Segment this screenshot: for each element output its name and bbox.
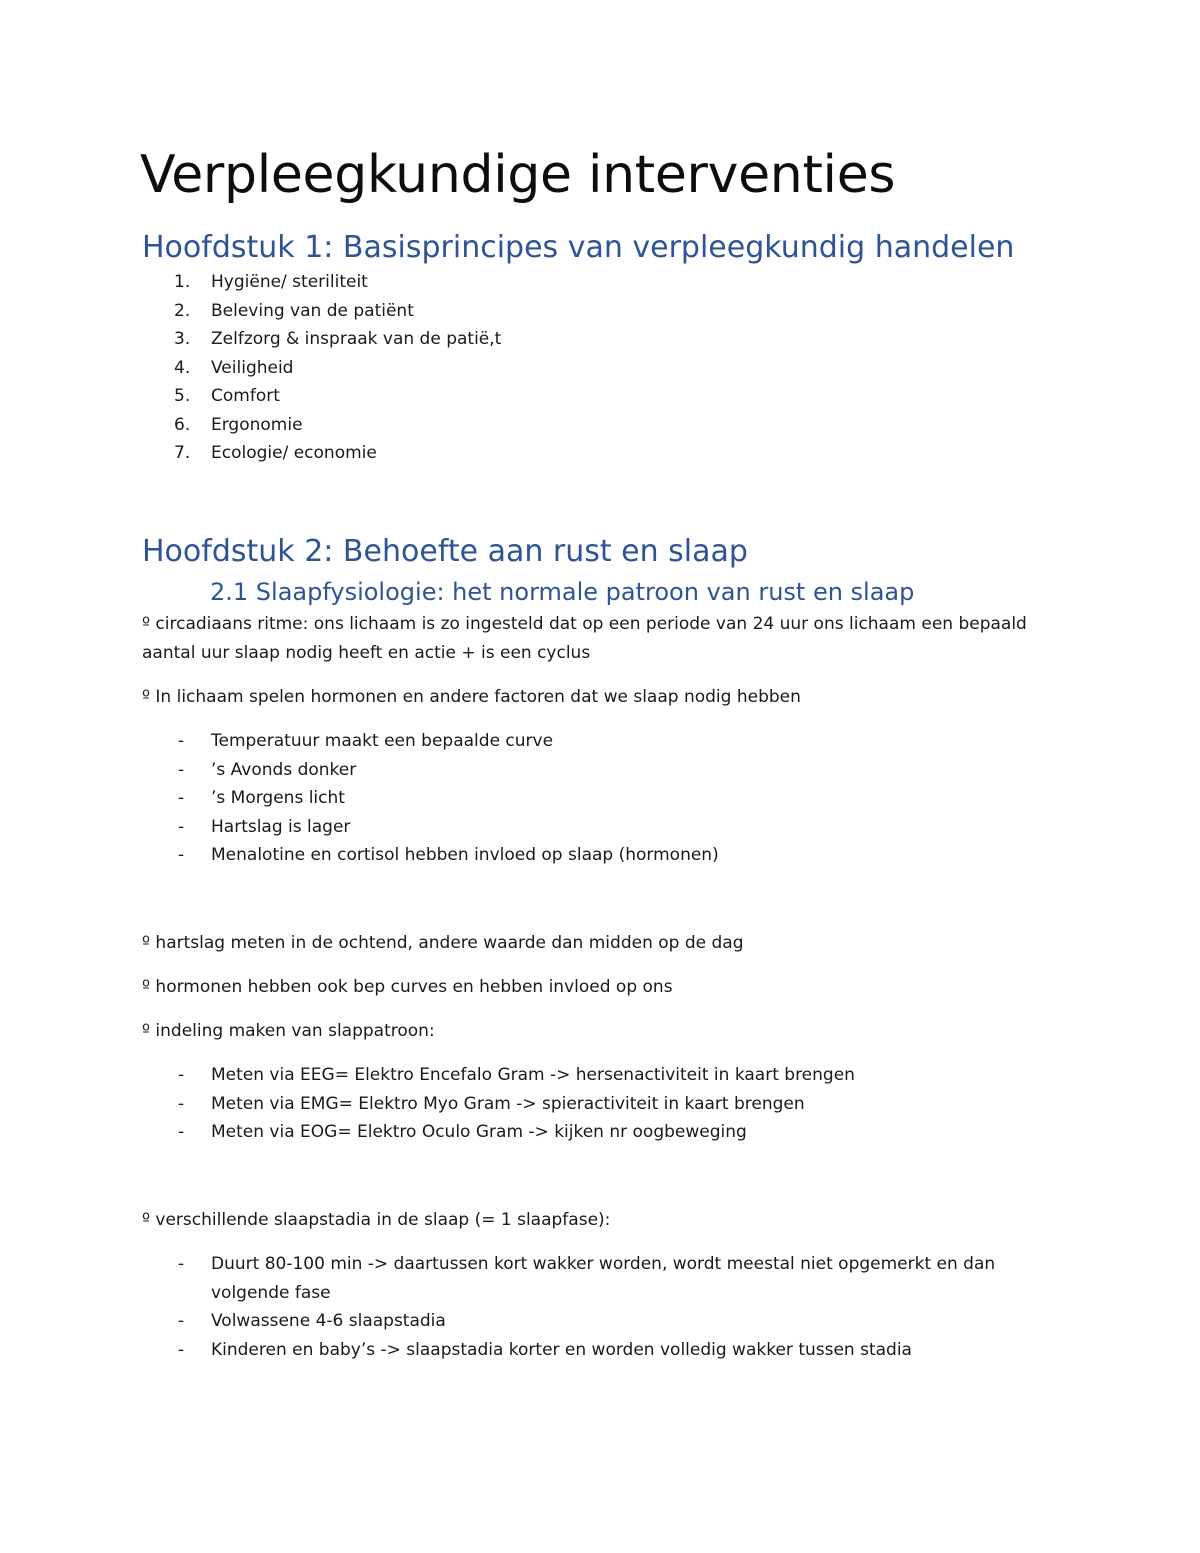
list-item-text: Hygiëne/ steriliteit: [211, 272, 368, 292]
dash-bullet: -: [178, 1122, 185, 1142]
list-number: 4.: [174, 357, 191, 378]
paragraph-heartrate: º hartslag meten in de ochtend, andere waarde dan midden op de dag: [142, 933, 744, 953]
list-number: 1.: [174, 272, 191, 292]
dash-bullet: -: [178, 1311, 185, 1331]
list-item: [0, 439, 1051, 468]
list-item-text: Meten via EMG= Elektro Myo Gram -> spieractiviteit in kaart brengen: [211, 1093, 805, 1114]
list-item-text: Veiligheid: [211, 357, 294, 378]
chapter1-list: [0, 268, 1051, 468]
list-item: [0, 784, 1051, 813]
list-item: [0, 411, 1051, 440]
list-item-text: Meten via EOG= Elektro Oculo Gram -> kijken nr oogbeweging: [211, 1122, 747, 1142]
dash-bullet: -: [178, 1339, 185, 1360]
list-item-text: Comfort: [211, 386, 280, 406]
list-item: [0, 1118, 1051, 1147]
dash-bullet: -: [178, 1254, 185, 1274]
list-item: [0, 841, 1051, 870]
paragraph-hormones: º In lichaam spelen hormonen en andere factoren dat we slaap nodig hebben: [142, 687, 801, 707]
list-item-text: Menalotine en cortisol hebben invloed op slaap (hormonen): [211, 845, 719, 865]
list-item-text: Zelfzorg & inspraak van de patië,t: [211, 329, 502, 349]
list-item-text: ’s Avonds donker: [211, 759, 357, 780]
list-item-text: Ergonomie: [211, 414, 303, 435]
dash-bullet: -: [178, 788, 185, 808]
dash-bullet: -: [178, 731, 185, 751]
list-item: [0, 727, 1051, 756]
list-item: [0, 1250, 1021, 1307]
chapter2-heading: Hoofdstuk 2: Behoefte aan rust en slaap: [142, 534, 748, 569]
list-item: [0, 354, 1051, 383]
list-item-text: Duurt 80-100 min -> daartussen kort wakker worden, wordt meestal niet opgemerkt en dan volgende fase: [211, 1254, 996, 1303]
measurement-list: [0, 1061, 1051, 1147]
dash-bullet: -: [178, 845, 185, 865]
list-item: [0, 1336, 1021, 1365]
list-number: 6.: [174, 414, 191, 435]
list-item: [0, 325, 1051, 354]
list-item: [0, 297, 1051, 326]
document-title: Verpleegkundige interventies: [140, 145, 896, 205]
dash-bullet: -: [178, 1093, 185, 1114]
list-item: [0, 756, 1051, 785]
list-item-text: Beleving van de patiënt: [211, 300, 414, 321]
list-number: 7.: [174, 443, 191, 463]
list-item-text: ’s Morgens licht: [211, 788, 345, 808]
list-item-text: Meten via EEG= Elektro Encefalo Gram -> hersenactiviteit in kaart brengen: [211, 1065, 855, 1085]
dash-bullet: -: [178, 759, 185, 780]
list-item-text: Volwassene 4-6 slaapstadia: [211, 1311, 446, 1331]
list-item-text: Kinderen en baby’s -> slaapstadia korter en worden volledig wakker tussen stadia: [211, 1339, 912, 1360]
factors-list: [0, 727, 1051, 870]
list-item: [0, 268, 1051, 297]
list-item: [0, 1061, 1051, 1090]
sleep-stages-list: [0, 1250, 1021, 1364]
list-item: [0, 382, 1051, 411]
list-number: 2.: [174, 300, 191, 321]
paragraph-sleep-pattern: º indeling maken van slappatroon:: [142, 1021, 435, 1041]
list-item: [0, 1090, 1051, 1119]
paragraph-circadian: º circadiaans ritme: ons lichaam is zo ingesteld dat op een periode van 24 uur ons lichaam een bepaald aantal uur slaap nodig heeft en actie + is een cyclus: [142, 614, 1027, 663]
list-number: 3.: [174, 329, 191, 349]
list-item-text: Temperatuur maakt een bepaalde curve: [211, 731, 554, 751]
list-item-text: Hartslag is lager: [211, 816, 351, 837]
chapter1-heading: Hoofdstuk 1: Basisprincipes van verpleegkundig handelen: [142, 230, 1015, 265]
paragraph-sleep-stages: º verschillende slaapstadia in de slaap (= 1 slaapfase):: [142, 1210, 611, 1230]
dash-bullet: -: [178, 816, 185, 837]
list-item: [0, 813, 1051, 842]
paragraph-hormone-curves: º hormonen hebben ook bep curves en hebben invloed op ons: [142, 977, 673, 997]
dash-bullet: -: [178, 1065, 185, 1085]
list-number: 5.: [174, 386, 191, 406]
list-item-text: Ecologie/ economie: [211, 443, 377, 463]
section-2-1-heading: 2.1 Slaapfysiologie: het normale patroon van rust en slaap: [210, 578, 915, 606]
list-item: [0, 1307, 1021, 1336]
